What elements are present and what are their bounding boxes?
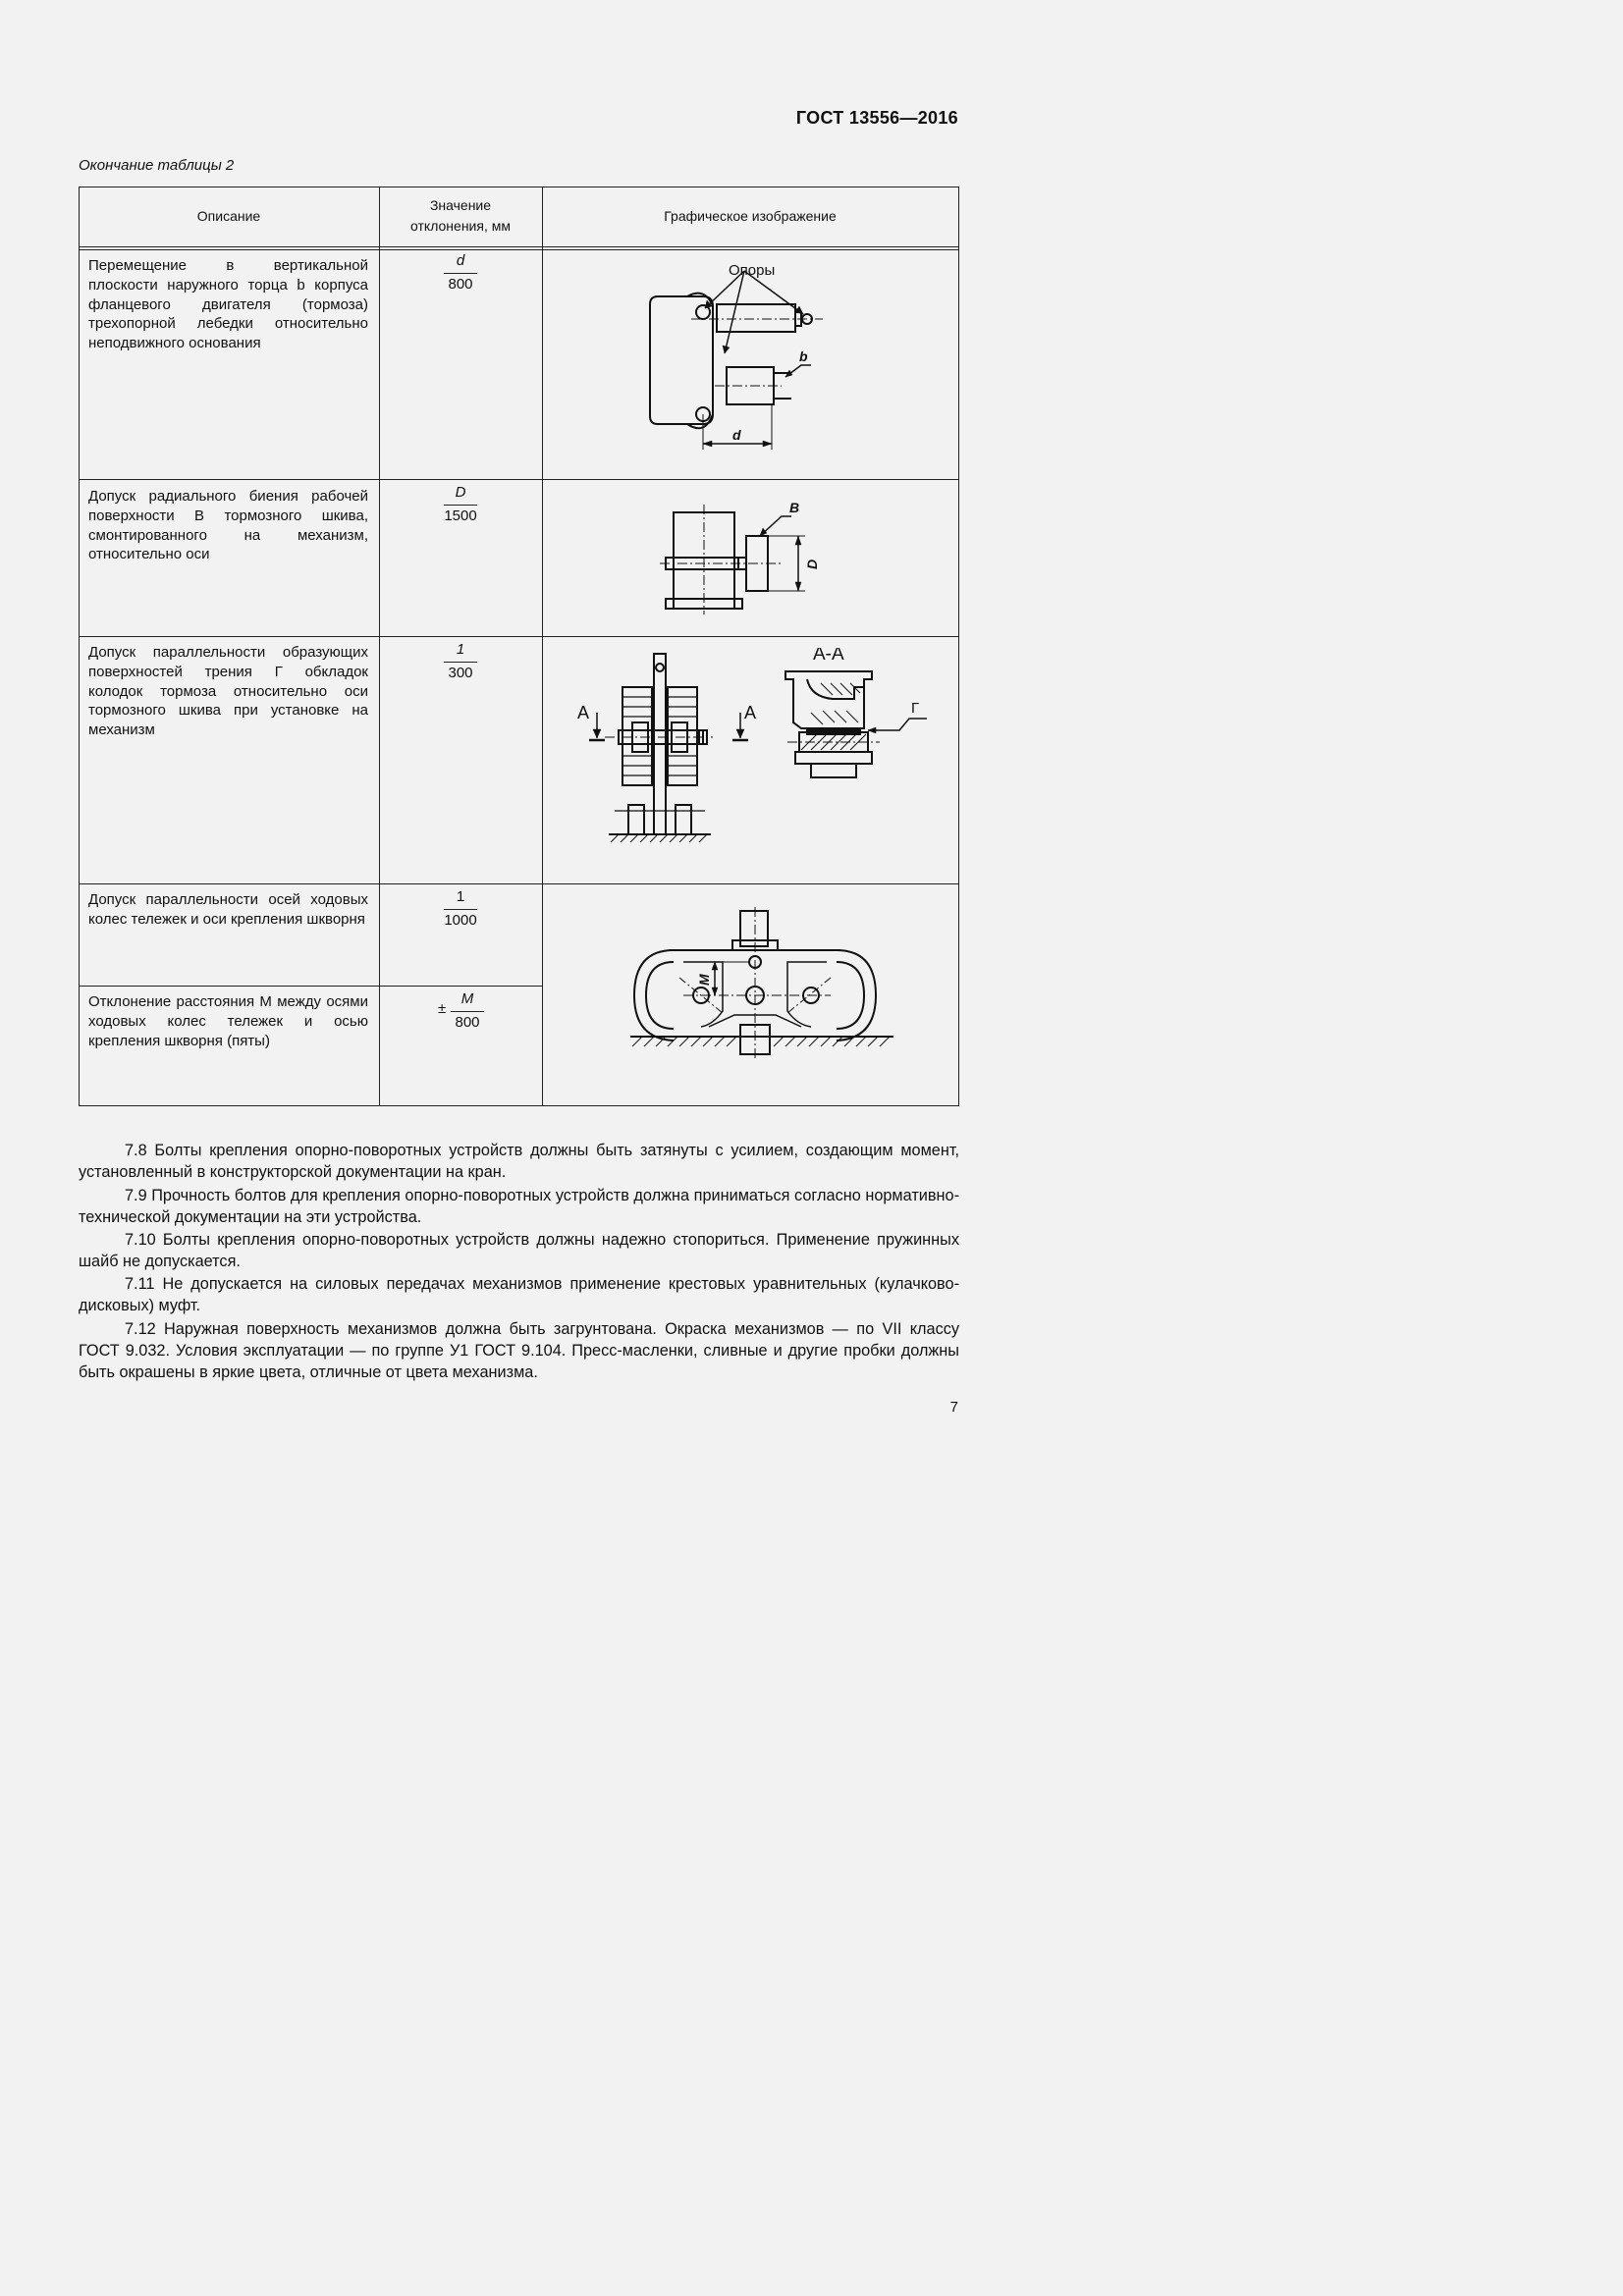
paragraph-text: 7.10 Болты крепления опорно-поворотных устройств должны надежно стопориться. Применение пружинных шайб не допускается. [79,1231,959,1270]
label-B: B [789,500,800,515]
fraction-numerator: d [456,252,465,269]
paragraph-text: 7.11 Не допускается на силовых передачах механизмов применение крестовых уравнительных (кулачково-дисковых) муфт. [79,1275,959,1314]
paragraph-text: 7.9 Прочность болтов для крепления опорно-поворотных устройств должна приниматься согласно нормативно-технической документации на эти устройства. [79,1187,959,1226]
label-d: d [732,427,741,443]
row-5-value [438,989,497,1033]
bogie-wheels-drawing [624,907,899,1068]
deviation-table [79,187,959,1106]
row-5-description: Отклонение расстояния M между осями ходовых колес тележек и осью крепления шкворня (пяты) [88,993,368,1049]
row-3-value [431,640,490,683]
row-2-description: Допуск радиального биения рабочей поверхности B тормозного шкива, смонтированного на механизм, относительно оси [88,488,368,563]
paragraph-text: 7.8 Болты крепления опорно-поворотных устройств должны быть затянуты с усилием, создающим момент, установленный в конструкторской документации на кран. [79,1142,959,1181]
paragraph-text: 7.12 Наружная поверхность механизмов должна быть загрунтована. Окраска механизмов — по VII классу ГОСТ 9.032. Условия эксплуатации — по группе У1 ГОСТ 9.104. Пресс-масленки, сливные и другие пробки должны быть окрашены в яркие цвета, отличные от цвета механизма. [79,1320,959,1381]
row-4-value [431,887,490,931]
page-number: 7 [949,1399,958,1415]
fraction-numerator: D [455,484,466,501]
row-3-description: Допуск параллельности образующих поверхностей трения Г обкладок колодок тормоза относительно оси тормозного шкива при установке на механизм [88,644,368,739]
table-caption: Окончание таблицы 2 [79,157,235,174]
row-2-value [431,483,490,526]
fraction-denominator: 1500 [444,507,477,524]
row-4-description: Допуск параллельности осей ходовых колес тележек и оси крепления шкворня [88,891,368,928]
plus-minus-sign: ± [438,1000,447,1017]
fraction-denominator: 800 [455,1014,480,1031]
row-1-description: Перемещение в вертикальной плоскости наружного торца b корпуса фланцевого двигателя (тормоза) трехопорной лебедки относительно неподвижного основания [88,257,368,352]
header-graphic: Графическое изображение [664,208,837,224]
paragraph-7-11 [79,1273,959,1316]
fraction-numerator: M [460,990,474,1007]
header-deviation-value: Значение отклонения, мм [410,197,511,234]
paragraph-7-8 [79,1140,959,1183]
label-G: Г [911,700,920,717]
fraction-denominator: 800 [448,276,473,293]
document-id: ГОСТ 13556—2016 [795,108,958,128]
fraction-denominator: 1000 [444,912,477,929]
brake-pulley-drawing [658,493,825,620]
row-1-value [431,251,490,294]
header-description: Описание [196,208,261,224]
fraction-numerator: 1 [456,888,465,905]
label-b: b [799,348,808,364]
section-title: A-A [813,648,844,665]
winch-supports-drawing [644,257,909,463]
paragraph-7-9 [79,1185,959,1228]
supports-label: Опоры [729,262,776,279]
paragraph-7-12 [79,1318,959,1383]
label-M: M [696,974,712,986]
brake-shoes-drawing [575,648,948,859]
label-D: D [804,559,820,569]
fraction-denominator: 300 [448,665,473,681]
section-mark-left: A [577,703,590,722]
fraction-numerator: 1 [456,641,465,658]
paragraph-7-10 [79,1229,959,1272]
section-mark-right: A [744,703,757,722]
